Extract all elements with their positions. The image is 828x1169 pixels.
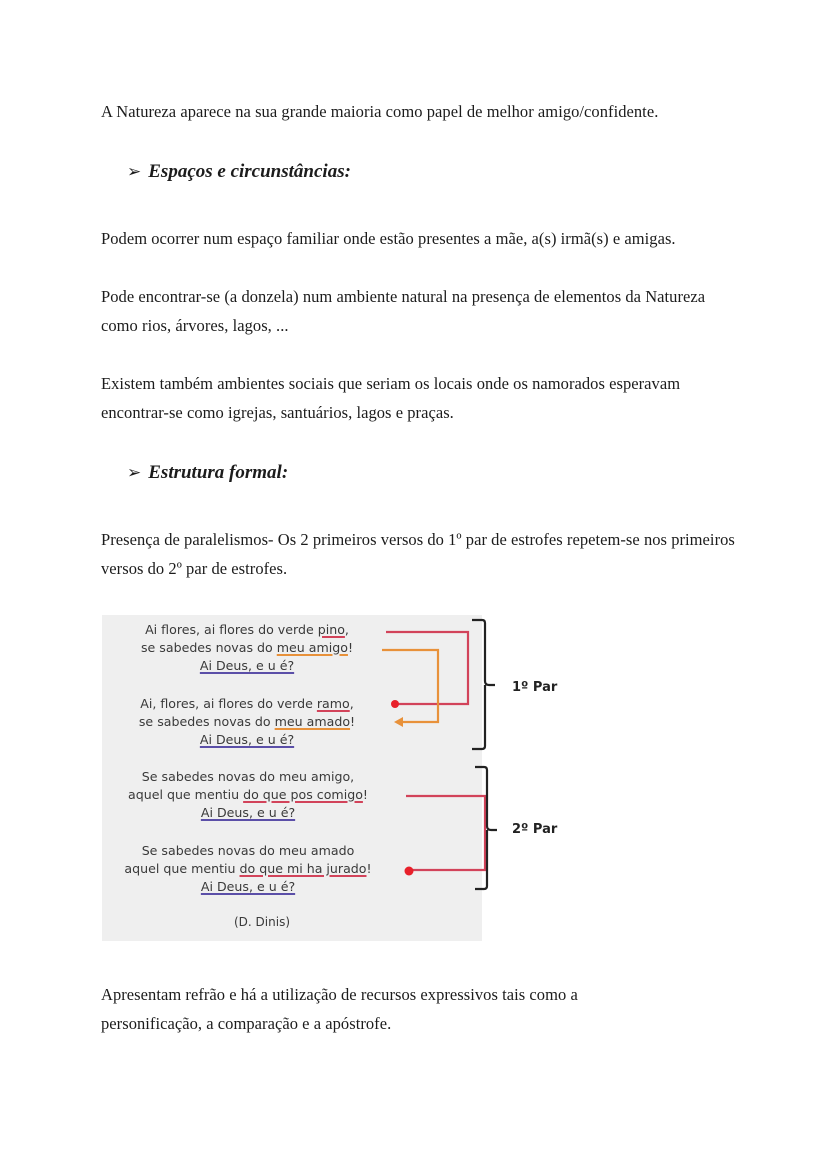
poem-author: (D. Dinis) — [234, 915, 290, 929]
verse-line: Ai, flores, ai flores do verde ramo, — [140, 696, 354, 711]
refrain-line: Ai Deus, e u é? — [200, 879, 296, 894]
arrow-bullet-icon: ➢ — [127, 162, 142, 182]
refrain-paragraph: Apresentam refrão e há a utilização de recursos expressivos tais como a personificação, a comparação e a apóstrofe. — [101, 985, 578, 1033]
refrain-line: Ai Deus, e u é? — [200, 805, 296, 820]
verse-line: se sabedes novas do meu amado! — [138, 714, 356, 729]
section-heading-spaces — [127, 160, 351, 184]
verse-line: Se sabedes novas do meu amado — [141, 843, 355, 858]
parallelism-connectors — [102, 615, 568, 941]
red-connector-line — [386, 632, 468, 704]
family-space-paragraph: Podem ocorrer num espaço familiar onde estão presentes a mãe, a(s) irmã(s) e amigas. — [101, 229, 676, 248]
refrain-line: Ai Deus, e u é? — [199, 732, 295, 747]
section-heading-text: Espaços e circunstâncias: — [148, 161, 351, 182]
intro-paragraph: A Natureza aparece na sua grande maioria como papel de melhor amigo/confidente. — [101, 102, 659, 121]
parallelism-paragraph: Presença de paralelismos- Os 2 primeiros versos do 1º par de estrofes repetem-se nos primeiros versos do 2º par de estrofes. — [101, 530, 735, 578]
red-dot-marker — [391, 700, 399, 708]
orange-arrow-icon — [394, 717, 403, 727]
red-connector-line — [406, 796, 485, 870]
refrain-line: Ai Deus, e u é? — [199, 658, 295, 673]
verse-line: Se sabedes novas do meu amigo, — [141, 769, 355, 784]
natural-space-paragraph: Pode encontrar-se (a donzela) num ambiente natural na presença de elementos da Natureza como rios, árvores, lagos, ... — [101, 287, 706, 335]
bracket-first-pair — [472, 620, 495, 749]
section-heading-structure — [127, 461, 288, 485]
verse-line: se sabedes novas do meu amigo! — [140, 640, 353, 655]
first-pair-label: 1º Par — [512, 680, 558, 695]
verse-line: Ai flores, ai flores do verde pino, — [145, 622, 349, 637]
red-dot-marker — [405, 867, 414, 876]
orange-connector-line — [382, 650, 438, 722]
second-pair-label: 2º Par — [512, 822, 558, 837]
social-space-paragraph: Existem também ambientes sociais que seriam os locais onde os namorados esperavam encontrar-se como igrejas, santuários, lagos e praças. — [101, 374, 681, 422]
verse-line: aquel que mentiu do que pos comigo! — [128, 787, 368, 802]
section-heading-text: Estrutura formal: — [148, 462, 289, 483]
verse-line: aquel que mentiu do que mi ha jurado! — [124, 861, 372, 876]
poem-figure — [102, 615, 568, 941]
arrow-bullet-icon: ➢ — [127, 463, 142, 483]
